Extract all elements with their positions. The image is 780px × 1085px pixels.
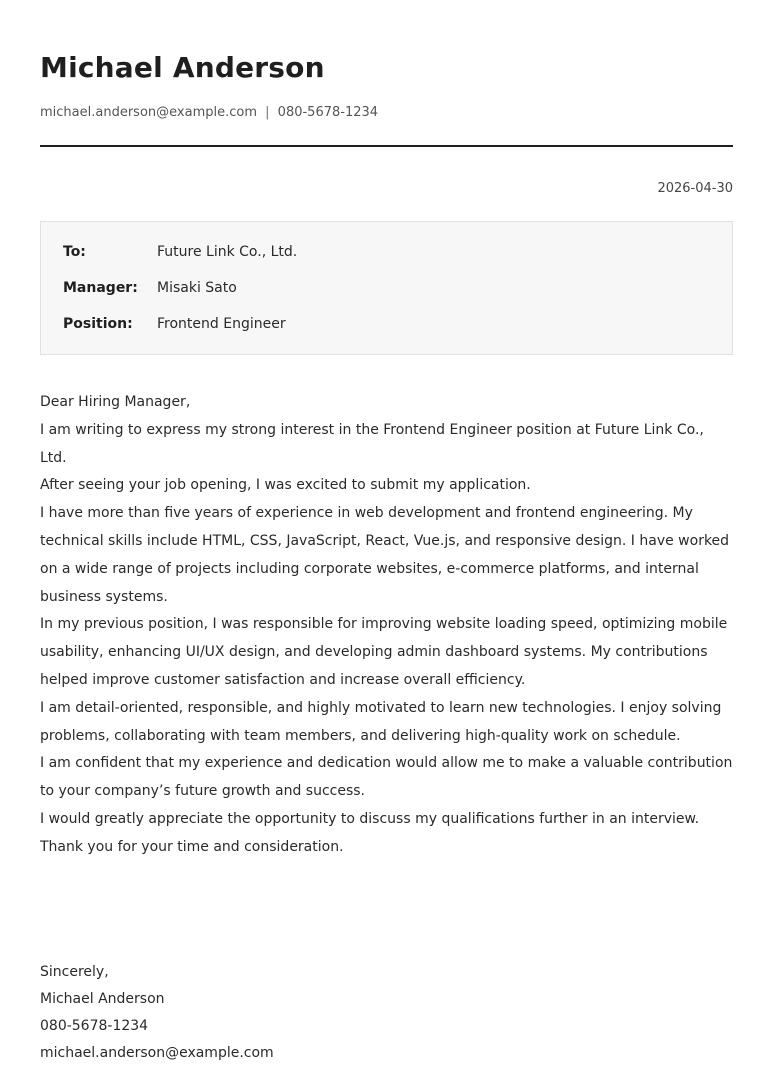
body-line: I would greatly appreciate the opportunity to discuss my qualifications further in an interview.: [40, 810, 700, 827]
recipient-position-label: Position:: [63, 316, 133, 332]
body-line: After seeing your job opening, I was excited to submit my application.: [40, 477, 531, 494]
recipient-row-position: [63, 314, 710, 336]
body-line: I have more than five years of experience in web development and frontend engineering. My: [40, 505, 693, 522]
body-line: I am writing to express my strong interest in the Frontend Engineer position at Future Link Co., Ltd.: [40, 421, 704, 466]
contact-line: [40, 104, 733, 122]
body-line: I am confident that my experience and dedication would allow me to make a valuable contribution: [40, 755, 733, 772]
body-line: on a wide range of projects including corporate websites, e-commerce platforms, and internal: [40, 560, 699, 577]
recipient-position-value: Frontend Engineer: [157, 316, 286, 332]
recipient-manager-label: Manager:: [63, 280, 138, 296]
letter-greeting: Dear Hiring Manager,: [40, 394, 191, 410]
closing-name: Michael Anderson: [40, 990, 165, 1007]
body-line: In my previous position, I was responsible for improving website loading speed, optimizing mobile: [40, 616, 728, 633]
header-divider: [40, 145, 733, 147]
contact-separator: |: [265, 105, 270, 120]
recipient-to-label: To:: [63, 244, 86, 260]
recipient-row-to: [63, 242, 710, 278]
recipient-box: [40, 221, 733, 355]
body-line: I am detail-oriented, responsible, and highly motivated to learn new technologies. I enjoy solving: [40, 699, 722, 716]
body-line: to your company’s future growth and success.: [40, 783, 365, 800]
contact-email: michael.anderson@example.com: [40, 105, 257, 120]
letter-closing: [40, 959, 733, 1068]
body-line: Thank you for your time and consideration.: [40, 838, 344, 855]
contact-phone: 080-5678-1234: [277, 105, 379, 120]
recipient-manager-value: Misaki Sato: [157, 280, 237, 296]
applicant-name: Michael Anderson: [40, 51, 325, 84]
closing-sign-off: Sincerely,: [40, 963, 109, 980]
closing-phone: 080-5678-1234: [40, 1018, 149, 1035]
letter-body: [40, 389, 733, 862]
closing-email: michael.anderson@example.com: [40, 1045, 274, 1062]
recipient-row-manager: [63, 278, 710, 314]
body-line: helped improve customer satisfaction and increase overall efficiency.: [40, 671, 526, 688]
body-line: business systems.: [40, 588, 168, 605]
body-line: technical skills include HTML, CSS, JavaScript, React, Vue.js, and responsive design. I have worked: [40, 532, 730, 549]
body-line: problems, collaborating with team members, and delivering high-quality work on schedule.: [40, 727, 681, 744]
recipient-to-value: Future Link Co., Ltd.: [157, 244, 298, 260]
body-line: usability, enhancing UI/UX design, and developing admin dashboard systems. My contributions: [40, 644, 708, 661]
letter-date: 2026-04-30: [657, 181, 733, 196]
